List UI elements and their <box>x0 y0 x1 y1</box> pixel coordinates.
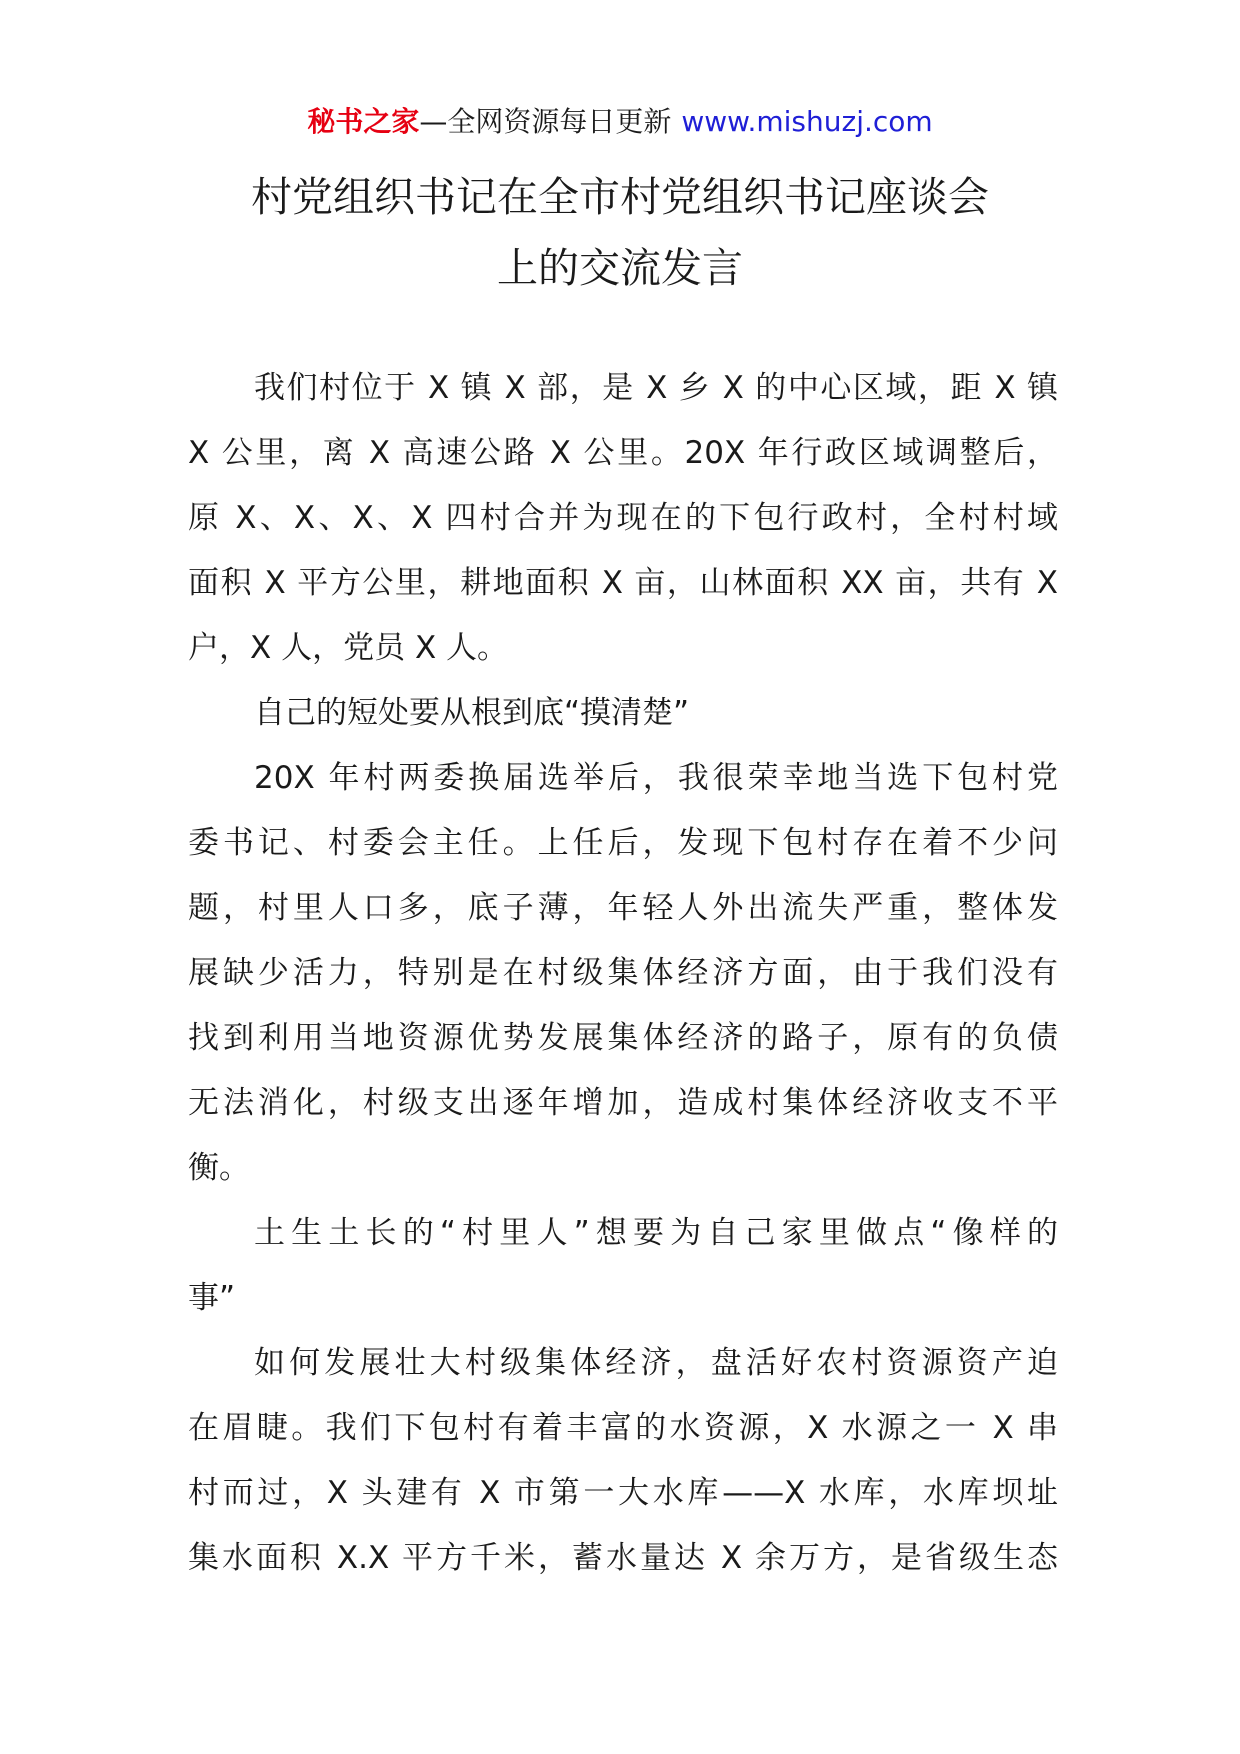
document-title <box>170 162 1070 304</box>
paragraph-line: 无法消化，村级支出逐年增加，造成村集体经济收支不平 <box>188 1085 1058 1121</box>
paragraph-line: 展缺少活力，特别是在村级集体经济方面，由于我们没有 <box>188 955 1058 991</box>
section-heading: 自己的短处要从根到底“摸清楚” <box>254 695 690 731</box>
paragraph-line: 在眉睫。我们下包村有着丰富的水资源，X 水源之一 X 串 <box>188 1410 1058 1446</box>
brand-name: 秘书之家 <box>307 105 420 138</box>
paragraph-line: 原 X、X、X、X 四村合并为现在的下包行政村，全村村域 <box>188 500 1058 536</box>
paragraph-line: 20X 年村两委换届选举后，我很荣幸地当选下包村党 <box>254 760 1058 796</box>
paragraph-line: 委书记、村委会主任。上任后，发现下包村存在着不少问 <box>188 825 1058 861</box>
paragraph-line: 面积 X 平方公里，耕地面积 X 亩，山林面积 XX 亩，共有 X <box>188 565 1058 601</box>
header-tagline: —全网资源每日更新 <box>419 105 672 138</box>
section-heading: 事” <box>188 1280 236 1316</box>
paragraph-line: 村而过，X 头建有 X 市第一大水库——X 水库，水库坝址 <box>188 1475 1058 1511</box>
paragraph-line: 题，村里人口多，底子薄，年轻人外出流失严重，整体发 <box>188 890 1058 926</box>
title-line-1: 村党组织书记在全市村党组织书记座谈会 <box>251 173 989 221</box>
paragraph-line: 找到利用当地资源优势发展集体经济的路子，原有的负债 <box>188 1020 1058 1056</box>
paragraph-line: 集水面积 X.X 平方千米，蓄水量达 X 余万方，是省级生态 <box>188 1540 1058 1576</box>
paragraph-line: 衡。 <box>188 1150 250 1186</box>
paragraph-line: 如何发展壮大村级集体经济，盘活好农村资源资产迫 <box>254 1345 1058 1381</box>
paragraph-line: 我们村位于 X 镇 X 部，是 X 乡 X 的中心区域，距 X 镇 <box>254 370 1058 406</box>
site-header <box>0 102 1240 142</box>
paragraph-line: X 公里，离 X 高速公路 X 公里。20X 年行政区域调整后， <box>188 435 1058 471</box>
site-url-link[interactable]: www.mishuzj.com <box>681 105 933 138</box>
paragraph-line: 户，X 人，党员 X 人。 <box>188 630 509 666</box>
title-line-2: 上的交流发言 <box>497 244 743 292</box>
document-body <box>188 356 1058 1591</box>
section-heading: 土生土长的“村里人”想要为自己家里做点“像样的 <box>254 1215 1058 1251</box>
